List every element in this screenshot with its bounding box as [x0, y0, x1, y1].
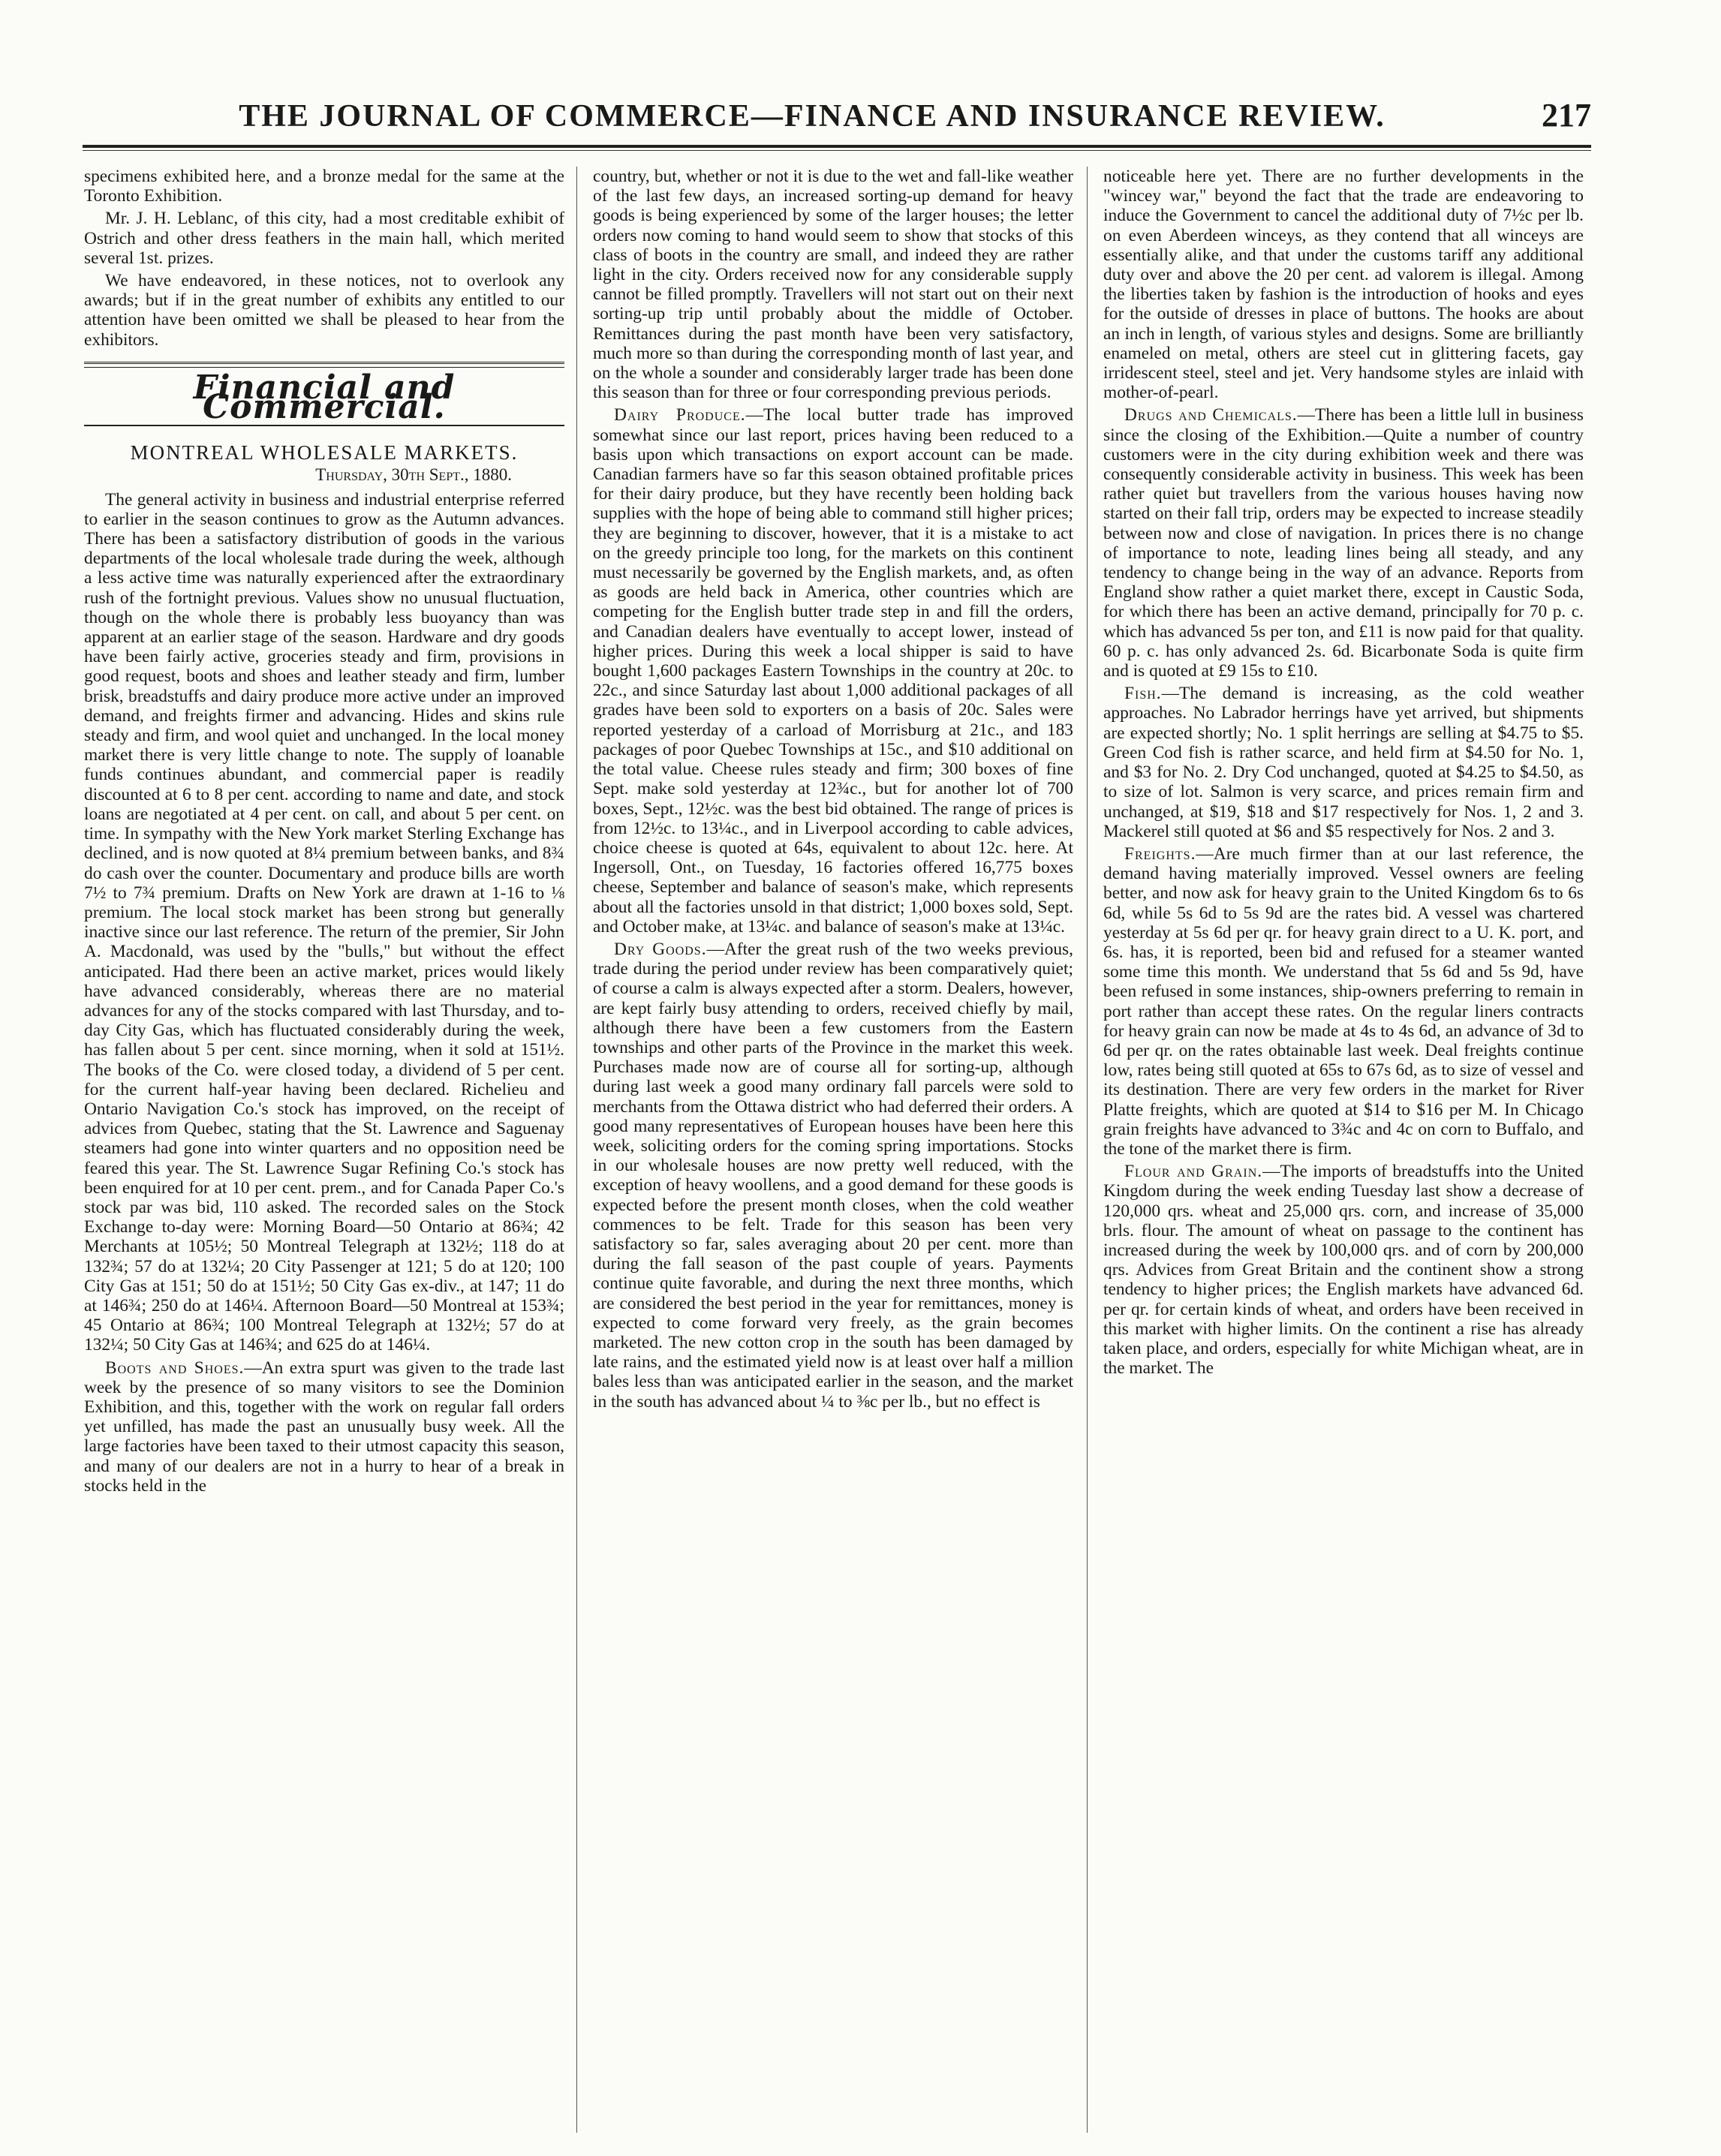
column-1 — [84, 167, 564, 1499]
page-header — [83, 96, 1591, 148]
run-in-heading: Flour and Grain. — [1124, 1162, 1263, 1182]
run-in-heading: Freights. — [1124, 843, 1196, 864]
article-heading: MONTREAL WHOLESALE MARKETS. — [130, 441, 519, 465]
section-title: Financial and Commercial. — [193, 368, 456, 427]
run-in-heading: Fish. — [1124, 684, 1162, 704]
journal-title: THE JOURNAL OF COMMERCE—FINANCE AND INSURANCE REVIEW. — [239, 99, 1386, 134]
paragraph-text: —After the great rush of the two weeks previous, trade during the period under review has been comparatively quiet; of course a calm is always expected after a storm. Dealers, however, are kept fairly busy attending to orders, received chiefly by mail, although there have been a few customers from the Eastern townships and other parts of the Province in the market this week. Purchases made now are of course all for sorting-up, although during last week a good many ordinary fall parcels were sold to merchants from the Ottawa district who had deferred their orders. A good many representatives of European houses have been here this week, soliciting orders for the coming spring importations. Stocks in our wholesale houses are now pretty well reduced, with the exception of heavy woollens, and a good demand for these goods is expected before the present month closes, when the cold weather commences to be felt. Trade for this season has been very satisfactory so far, sales averaging about 20 per cent. more than during the fall season of the past couple of years. Payments continue quite favorable, and during the next three months, which are considered the best period in the year for remittances, money is expected to come forward very freely, as the grain becomes marketed. The new cotton crop in the south has been damaged by late rains, and the estimated yield now is at least over half a million bales less than was anticipated earlier in the season, and the market in the south has advanced about ¼ to ⅜c per lb., but no effect is — [593, 939, 1073, 1412]
paragraph-flour-and-grain — [1103, 1162, 1584, 1378]
paragraph-text: —An extra spurt was given to the trade last week by the presence of so many visitors to see the Dominion Exhibition, and this, together with the work on regular fall orders yet unfilled, has made the past an unusually busy week. All the large factories have been taxed to their utmost capacity this season, and many of our dealers are not in a hurry to hear of a break in stocks held in the — [84, 1358, 564, 1496]
section-rule — [84, 362, 564, 368]
paragraph-dry-goods — [593, 940, 1073, 1412]
paragraph-text: —Are much firmer than at our last reference, the demand having materially improved. Vessel owners are feeling better, and now ask for heavy grain to the United Kingdom 6s to 6s 6d, while 5s 6d to 5s 9d are the rates bid. A vessel was chartered yesterday at 5s 6d per qr. for heavy grain direct to a U. K. port, and 6s. has, it is reported, been bid and refused for a steamer wanted some time this month. We understand that 5s 6d and 5s 9d, have been refused in some instances, ship-owners preferring to remain in port rather than accept these rates. On the regular liners contracts for heavy grain can now be made at 4s to 4s 6d, an advance of 3d to 6d per qr. on the rates obtainable last week. Deal freights continue low, rates being still quoted at 65s to 67s 6d, as to size of vessel and its destination. There are very few orders in the market for River Platte freights, which are quoted at $14 to $16 per M. In Chicago grain freights have advanced to 3¾c and 4c on corn to Buffalo, and the tone of the market there is firm. — [1103, 843, 1584, 1159]
paragraph-boots-and-shoes — [84, 1358, 564, 1496]
column-2 — [593, 167, 1073, 1415]
column-divider-2 — [1087, 167, 1088, 2133]
paragraph-dairy-produce — [593, 405, 1073, 936]
dateline: Thursday, 30th Sept., 1880. — [315, 465, 512, 485]
paragraph-text: —The demand is increasing, as the cold weather approaches. No Labrador herrings have yet arrived, but shipments are expected shortly; No. 1 split herrings are selling at $4.75 to $5. Green Cod fish is rather scarce, and held firm at $4.50 for No. 1, and $3 for No. 2. Dry Cod unchanged, quoted at $4.25 to $4.50, as to size of lot. Salmon is very scarce, and prices remain firm and unchanged, at $19, $18 and $17 respectively for Nos. 1, 2 and 3. Mackerel still quoted at $6 and $5 respectively for Nos. 2 and 3. — [1103, 684, 1584, 841]
column-3 — [1103, 167, 1584, 1381]
paragraph: We have endeavored, in these notices, not to overlook any awards; but if in the great number of exhibits any entitled to our attention have been omitted we shall be pleased to hear from the exhibitors. — [84, 271, 564, 350]
column-divider-1 — [576, 167, 577, 2133]
paragraph-drugs-and-chemicals — [1103, 405, 1584, 681]
paragraph: specimens exhibited here, and a bronze medal for the same at the Toronto Exhibition. — [84, 167, 564, 206]
run-in-heading: Dry Goods. — [614, 939, 707, 959]
paragraph-fish — [1103, 684, 1584, 841]
header-rule — [83, 150, 1591, 151]
paragraph: The general activity in business and industrial enterprise referred to earlier in the season continues to grow as the Autumn advances. There has been a satisfactory distribution of goods in the various departments of the local wholesale trade during the week, although a less active time was naturally experienced after the extraordinary rush of the fortnight previous. Values show no unusual fluctuation, though on the whole there is probably less buoyancy than was apparent at an earlier stage of the season. Hardware and dry goods have been fairly active, groceries steady and firm, provisions in good request, boots and shoes and leather steady and firm, lumber brisk, breadstuffs and dairy produce more active under an improved demand, and freights firmer and advancing. Hides and skins rule steady and firm, and wool quiet and unchanged. In the local money market there is very little change to note. The supply of loanable funds continues abundant, and commercial paper is readily discounted at 6 to 8 per cent. according to name and date, and stock loans are negotiated at 4 per cent. on call, and about 5 per cent. on time. In sympathy with the New York market Sterling Exchange has declined, and is now quoted at 8¼ premium between banks, and 8¾ do cash over the counter. Documentary and produce bills are worth 7½ to 7¾ premium. Drafts on New York are drawn at 1-16 to ⅛ premium. The local stock market has been strong but generally inactive since our last reference. The return of the premier, Sir John A. Macdonald, was used by the "bulls," but without the effect anticipated. Had there been an active market, prices would likely have advanced considerably, whereas there are no material advances for any of the stocks compared with last Thursday, and to-day City Gas, which has fluctuated considerably during the week, has fallen about 5 per cent. since morning, when it sold at 151½. The books of the Co. were closed today, a dividend of 5 per cent. for the current half-year having been declared. Richelieu and Ontario Navigation Co.'s stock has improved, on the receipt of advices from Quebec, stating that the St. Lawrence and Saguenay steamers had gone into winter quarters and no opposition need be feared this year. The St. Lawrence Sugar Refining Co.'s stock has been enquired for at 10 per cent. prem., and for Canada Paper Co.'s stock par was bid, 110 asked. The recorded sales on the Stock Exchange to-day were: Morning Board—50 Ontario at 86¾; 42 Merchants at 105½; 50 Montreal Telegraph at 132½; 118 do at 132¾; 57 do at 132¼; 20 City Passenger at 121; 5 do at 120; 100 City Gas at 151; 50 do at 151½; 50 City Gas ex-div., at 147; 11 do at 146¾; 250 do at 146¼. Afternoon Board—50 Montreal at 153¾; 45 Ontario at 86¾; 100 Montreal Telegraph at 132½; 57 do at 132¼; 50 City Gas at 146¾; and 625 do at 146¼. — [84, 489, 564, 1355]
paragraph-text: —The local butter trade has improved somewhat since our last report, prices having been reduced to a basis upon which transactions on export account can be made. Canadian farmers have so far this season obtained profitable prices for their dairy produce, but they have recently been holding back supplies with the hope of being able to command still higher prices; they are beginning to discover, however, that it is a mistake to act on the greedy principle too long, for the markets on this continent must necessarily be governed by the English markets, and, as often as goods are held back in America, other countries which are competing for the English butter trade step in and fill the orders, and Canadian dealers have eventually to accept lower, instead of higher prices. During this week a local shipper is said to have bought 1,600 packages Eastern Townships in the country at 20c. to 22c., and since Saturday last about 1,000 additional packages of all grades have been sold to exporters on a basis of 20c. Sales were reported yesterday of a carload of Morrisburg at 21c., and 183 packages of poor Quebec Townships at 15c., and $10 additional on the total value. Cheese rules steady and firm; 300 boxes of fine Sept. make sold yesterday at 12¾c., but for another lot of 700 boxes, Sept., 12½c. was the best bid obtained. The range of prices is from 12½c. to 13¼c., and in Liverpool according to cable advices, choice cheese is quoted at 64s, equivalent to about 12c. here. At Ingersoll, Ont., on Tuesday, 16 factories offered 16,775 boxes cheese, September and balance of season's make, which represents about all the factories unsold in that district; 1,000 boxes sold, Sept. and October make, at 13¼c. and balance of season's make at 13¼c. — [593, 405, 1073, 937]
run-in-heading: Dairy Produce. — [614, 405, 746, 425]
run-in-heading: Drugs and Chemicals. — [1124, 405, 1298, 425]
paragraph: noticeable here yet. There are no further developments in the "wincey war," beyond the fact that the trade are endeavoring to induce the Government to cancel the additional duty of 7½c per lb. on even Aberdeen winceys, as they contend that all winceys are essentially alike, and that under the customs tariff any additional duty over and above the 20 per cent. ad valorem is illegal. Among the liberties taken by fashion is the introduction of hooks and eyes for the outside of dresses in place of buttons. The hooks are about an inch in length, of various styles and designs. Some are brilliantly enameled on metal, others are steel cut in glittering facets, gay irridescent steel, steel and jet. Very handsome styles are inlaid with mother-of-pearl. — [1103, 167, 1584, 403]
run-in-heading: Boots and Shoes. — [105, 1358, 245, 1378]
paragraph: country, but, whether or not it is due to the wet and fall-like weather of the last few days, an increased sorting-up demand for heavy goods is being experienced by some of the larger houses; the letter orders now coming to hand would seem to show that stocks of this class of boots in the country are small, and indeed they are rather light in the city. Orders received now for any considerable supply cannot be filled promptly. Travellers will not start out on their next sorting-up trip until probably about the middle of October. Remittances during the past month have been very satisfactory, much more so than during the corresponding month of last year, and on the whole a sounder and considerably larger trade has been done this season than for three or four corresponding previous periods. — [593, 167, 1073, 403]
paragraph-text: —The imports of breadstuffs into the United Kingdom during the week ending Tuesday last show a decrease of 120,000 qrs. wheat and 25,000 qrs. corn, and increase of 35,000 brls. flour. The amount of wheat on passage to the continent has increased during the week by 100,000 qrs. and of corn by 200,000 qrs. Advices from Great Britain and the continent show a strong tendency to higher prices; the English markets have advanced 6d. per qr. for certain kinds of wheat, and orders have been received in this market with higher limits. On the continent a rise has already taken place, and orders, especially for white Michigan wheat, are in the market. The — [1103, 1162, 1584, 1379]
paragraph-freights — [1103, 844, 1584, 1159]
paragraph: Mr. J. H. Leblanc, of this city, had a most creditable exhibit of Ostrich and other dress feathers in the main hall, which merited several 1st. prizes. — [84, 209, 564, 268]
page-number: 217 — [1542, 97, 1591, 134]
paragraph-text: —There has been a little lull in business since the closing of the Exhibition.—Quite a number of country customers were in the city during exhibition week and there was consequently considerable activity in business. This week has been rather quiet but travellers from the various houses having now started on their fall trip, orders may be expected to increase steadily between now and close of navigation. In prices there is no change of importance to note, leading lines being all steady, and any tendency to change being in the way of an advance. Reports from England show rather a quiet market there, except in Caustic Soda, for which there has been an active demand, principally for 70 p. c. which has advanced 5s per ton, and £11 is now paid for that quality. 60 p. c. has only advanced 2s. 6d. Bicarbonate Soda is quite firm and is quoted at £9 15s to £10. — [1103, 405, 1584, 681]
